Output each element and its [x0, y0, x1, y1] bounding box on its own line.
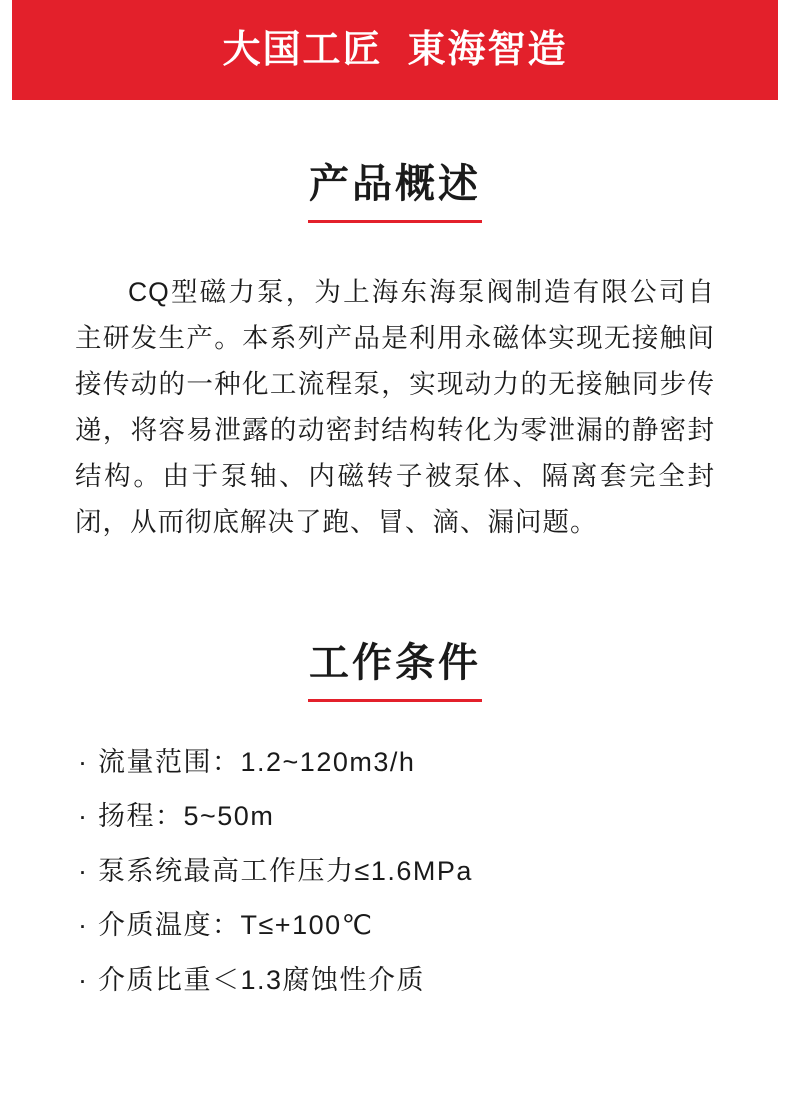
list-item-label: 流量范围：1.2~120m3/h: [98, 747, 416, 777]
list-item: [0, 746, 790, 778]
banner-title: 大国工匠 東海智造: [222, 29, 568, 71]
bullet-icon: ·: [78, 910, 89, 941]
list-item-label: 介质温度：T≤+100℃: [98, 910, 374, 941]
banner-notch-left: [0, 0, 12, 100]
list-item: [0, 909, 790, 941]
overview-heading: 产品概述: [309, 162, 481, 206]
list-item: [0, 964, 790, 996]
bullet-icon: ·: [78, 964, 89, 995]
overview-heading-rule: [308, 220, 482, 223]
section-product-overview: [0, 162, 790, 545]
spacer-above-overview: [0, 100, 790, 162]
section-working-conditions: [0, 641, 790, 996]
top-banner: [0, 0, 790, 100]
working-conditions-heading: 工作条件: [309, 641, 481, 685]
bullet-icon: ·: [78, 801, 89, 832]
list-item: [0, 800, 790, 832]
working-conditions-list: [0, 746, 790, 996]
working-conditions-heading-rule: [308, 699, 482, 702]
banner-notch-right: [778, 0, 790, 100]
bullet-icon: ·: [78, 747, 89, 777]
list-item-label: 介质比重＜1.3腐蚀性介质: [98, 964, 426, 995]
overview-body-text: CQ型磁力泵，为上海东海泵阀制造有限公司自主研发生产。本系列产品是利用永磁体实现无接触间接传动的一种化工流程泵，实现动力的无接触同步传递，将容易泄露的动密封结构转化为零泄漏的静密封结构。由于泵轴、内磁转子被泵体、隔离套完全封闭，从而彻底解决了跑、冒、滴、漏问题。: [75, 277, 715, 537]
bullet-icon: ·: [78, 855, 89, 886]
list-item-label: 泵系统最高工作压力≤1.6MPa: [98, 855, 473, 886]
list-item-label: 扬程：5~50m: [98, 801, 275, 832]
spacer-above-conditions: [0, 545, 790, 641]
list-item: [0, 855, 790, 887]
